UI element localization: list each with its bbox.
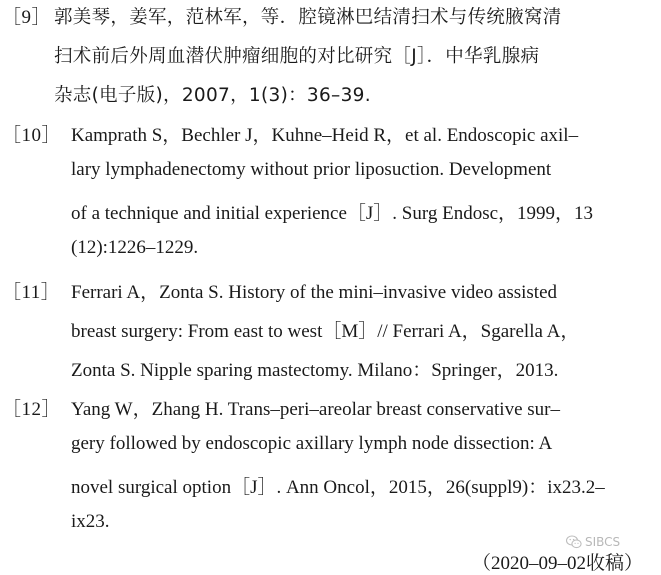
reference-line: Kamprath S，Bechler J，Kuhne–Heid R，et al. Endoscopic axil– — [71, 125, 579, 146]
reference-line: (12):1226–1229. — [71, 237, 199, 258]
reference-number: ［12］ — [2, 399, 62, 420]
reference-line: Zonta S. Nipple sparing mastectomy. Milano：Springer，2013. — [71, 360, 559, 381]
reference-number: ［11］ — [2, 282, 61, 303]
reference-number: ［10］ — [2, 125, 62, 146]
watermark-text: SIBCS — [585, 535, 621, 549]
reference-number: ［9］ — [2, 7, 52, 28]
reference-line: gery followed by endoscopic axillary lymph node dissection: A — [71, 433, 553, 454]
reference-line: lary lymphadenectomy without prior liposuction. Development — [71, 159, 552, 180]
watermark — [566, 535, 620, 549]
reference-line: Ferrari A，Zonta S. History of the mini–invasive video assisted — [71, 282, 558, 303]
reference-line: 杂志(电子版)，2007，1(3)：36–39. — [54, 85, 371, 106]
reference-line: 郭美琴，姜军，范林军，等．腔镜淋巴结清扫术与传统腋窝清 — [54, 7, 562, 28]
wechat-icon — [566, 535, 582, 549]
received-date-note: （2020–09–02收稿） — [471, 553, 643, 574]
reference-line: 扫术前后外周血潜伏肿瘤细胞的对比研究［J］．中华乳腺病 — [54, 46, 540, 67]
reference-line: Yang W，Zhang H. Trans–peri–areolar breast conservative sur– — [71, 399, 560, 420]
reference-line: novel surgical option［J］. Ann Oncol，2015，26(suppl9)：ix23.2– — [71, 477, 605, 498]
reference-line: of a technique and initial experience［J］. Surg Endosc，1999，13 — [71, 203, 594, 224]
reference-line: breast surgery: From east to west［M］// Ferrari A，Sgarella A， — [71, 321, 580, 342]
reference-line: ix23. — [71, 511, 110, 532]
